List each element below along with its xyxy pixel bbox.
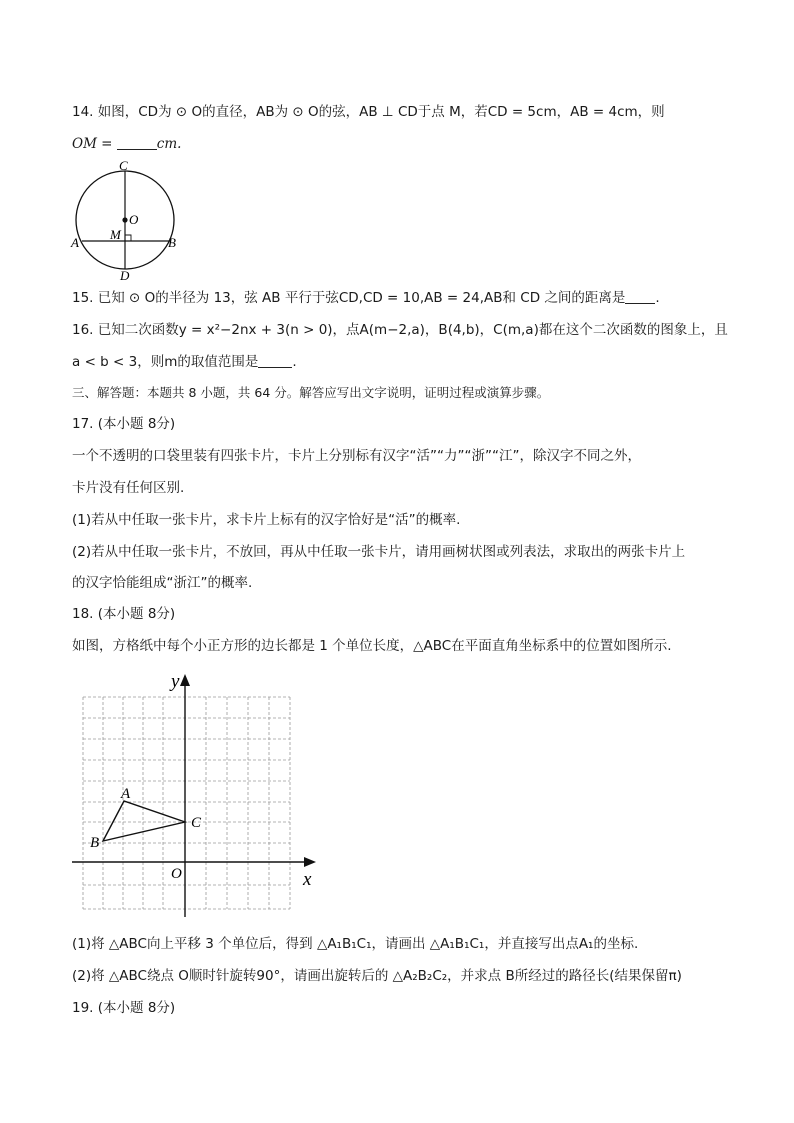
q16-answer-blank: [258, 353, 292, 368]
q17-header: 17. (本小题 8分): [72, 416, 176, 432]
label-c: C: [191, 815, 202, 831]
label-y: y: [171, 671, 180, 692]
q17-part1: (1)若从中任取一张卡片，求卡片上标有的汉字恰好是“活”的概率.: [72, 512, 461, 528]
q17-part2-line2: 的汉字恰能组成“浙江”的概率.: [72, 575, 253, 591]
q18-header: 18. (本小题 8分): [72, 606, 176, 622]
label-b: B: [90, 835, 100, 851]
dashed-grid: [83, 697, 290, 909]
q18-part2: (2)将 △ABC绕点 O顺时针旋转90°，请画出旋转后的 △A₂B₂C₂，并求点 B所经过的路径长(结果保留π): [72, 968, 682, 984]
label-origin: O: [171, 866, 182, 882]
q16-line2: [72, 352, 297, 372]
q14-line2-prefix: OM =: [72, 136, 117, 152]
section3-heading: 三、解答题：本题共 8 小题，共 64 分。解答应写出文字说明，证明过程或演算步骤。: [72, 385, 550, 400]
q17-line1: 一个不透明的口袋里装有四张卡片，卡片上分别标有汉字“活”“力”“浙”“江”，除汉字不同之外，: [72, 448, 641, 464]
q14-line2: [72, 134, 181, 154]
y-axis-arrow: [180, 674, 190, 686]
q17-part2-line1: (2)若从中任取一张卡片，不放回，再从中任取一张卡片，请用画树状图或列表法，求取出的两张卡片上: [72, 544, 686, 560]
q15-text: 15. 已知 ⊙ O的半径为 13，弦 AB 平行于弦CD,CD = 10,AB = 24,AB和 CD 之间的距离是: [72, 290, 626, 306]
label-a: A: [121, 786, 131, 802]
center-point-o: [122, 217, 127, 222]
label-o: O: [129, 212, 139, 227]
q14-answer-blank: [117, 135, 157, 150]
x-axis-arrow: [304, 857, 316, 867]
q15-suffix: .: [655, 290, 660, 306]
q16-line2-prefix: a < b < 3，则m的取值范围是: [72, 354, 259, 370]
label-m: M: [110, 227, 121, 242]
q15-answer-blank: [625, 289, 655, 304]
q18-grid-figure: [60, 665, 330, 925]
right-angle-mark: [125, 235, 131, 241]
label-x: x: [303, 869, 312, 890]
q18-part1: (1)将 △ABC向上平移 3 个单位后，得到 △A₁B₁C₁，请画出 △A₁B₁C₁，并直接写出点A₁的坐标.: [72, 936, 639, 952]
q17-line2: 卡片没有任何区别.: [72, 480, 185, 496]
q16-line2-suffix: .: [292, 354, 297, 370]
q14-line1: 14. 如图，CD为 ⊙ O的直径，AB为 ⊙ O的弦，AB ⊥ CD于点 M，若CD = 5cm，AB = 4cm，则: [72, 104, 665, 120]
q15-line: [72, 288, 660, 308]
triangle-abc: [103, 801, 185, 841]
q16-line1: 16. 已知二次函数y = x²−2nx + 3(n > 0)，点A(m−2,a)，B(4,b)，C(m,a)都在这个二次函数的图象上，且: [72, 322, 728, 338]
label-b: B: [168, 235, 176, 250]
q14-line2-suffix: cm.: [156, 136, 182, 152]
label-c: C: [119, 158, 128, 173]
q19-header: 19. (本小题 8分): [72, 1000, 176, 1016]
label-d: D: [120, 268, 130, 283]
q14-circle-figure: [66, 158, 186, 284]
label-a: A: [71, 235, 79, 250]
q18-intro: 如图，方格纸中每个小正方形的边长都是 1 个单位长度，△ABC在平面直角坐标系中的位置如图所示.: [72, 638, 672, 654]
